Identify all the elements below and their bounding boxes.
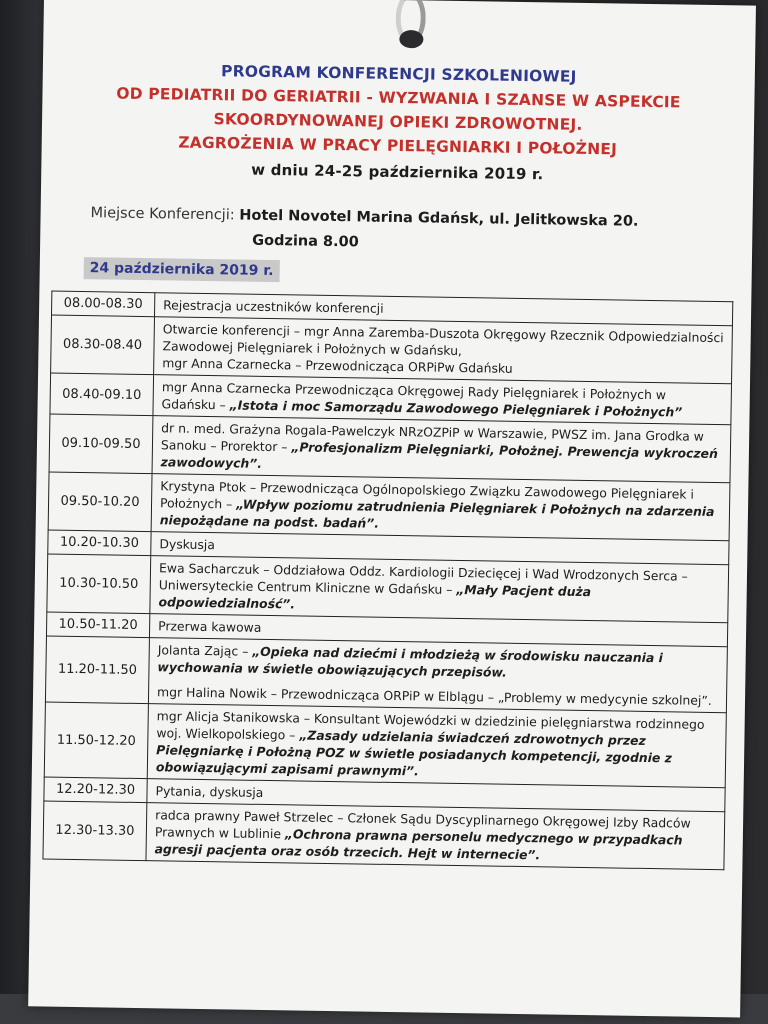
table-row [49, 414, 731, 483]
conference-title-line-3: ZAGROŻENIA W PRACY PIELĘGNIARKI I POŁOŻNEJ [178, 133, 618, 159]
session-cell [150, 556, 729, 623]
program-title: PROGRAM KONFERENCJI SZKOLENIOWEJ [220, 62, 577, 86]
lecture-title: „Opieka nad dziećmi i młodzieżą w środowisku nauczania i wychowania w świetle obowiązujących przepisów. [157, 643, 663, 680]
session-text: Jolanta Zając – [157, 642, 253, 659]
session-text: Rejestracja uczestników konferencji [163, 297, 384, 316]
time-cell: 11.50-12.20 [44, 702, 148, 779]
time-cell: 08.00-08.30 [52, 291, 155, 317]
session-cell [146, 803, 725, 870]
time-cell: 09.10-09.50 [49, 414, 153, 474]
lecture-title: „Wpływ poziomu zatrudnienia Pielęgniarek i Położnych na zdarzenia niepożądane na podst. badań”. [159, 496, 715, 531]
program-header [41, 56, 755, 189]
session-text: Ewa Sacharczuk – Oddziałowa Oddz. Kardiologii Dziecięcej i Wad Wrodzonych Serca – Uniwersyteckie Centrum Kliniczne w Gdańsku – [158, 560, 688, 597]
start-hour: Godzina 8.00 [252, 232, 359, 251]
lecture-title: „Mały Pacjent duża odpowiedzialność”. [158, 581, 592, 612]
table-row [45, 636, 727, 713]
session-cell [148, 638, 727, 713]
table-row [43, 801, 725, 870]
lecture-title: „Profesjonalizm Pielęgniarki, Położnej. Prewencja wykroczeń zawodowych”. [160, 439, 718, 471]
time-cell: 10.30-10.50 [47, 554, 151, 614]
session-cell [152, 416, 731, 483]
time-cell: 08.40-09.10 [50, 373, 154, 416]
session-text-secondary: mgr Halina Nowik – Przewodnicząca ORPiP w Elblągu – „Problemy w medycynie szkolnej”. [156, 684, 712, 708]
time-cell: 11.20-11.50 [45, 636, 149, 704]
lecture-title: „Istota i moc Samorządu Zawodowego Pielęgniarek i Położnych” [229, 397, 683, 420]
conference-date: w dniu 24-25 października 2019 r. [251, 160, 544, 184]
session-cell [147, 704, 726, 788]
program-sheet [28, 0, 756, 1017]
venue-line [90, 205, 638, 230]
session-text: Pytania, dyskusja [155, 783, 264, 800]
lecture-title: „Zasady udzielania świadczeń zdrowotnych przez Pielęgniarkę i Położną POZ w świetle posiadanych kompetencji, zgodnie z obowiązującymi zapisami prawnymi”. [155, 727, 672, 779]
venue-label: Miejsce Konferencji: [90, 205, 235, 224]
session-text: dr n. med. Grażyna Rogala-Pawelczyk NRzOZPiP w Warszawie, PWSZ im. Jana Grodka w Sanoku – Prorektor – [160, 420, 705, 455]
time-cell: 10.50-11.20 [46, 612, 149, 638]
conference-title-line-2: SKOORDYNOWANEJ OPIEKI ZDROWOTNEJ. [213, 110, 583, 134]
session-cell [154, 317, 733, 384]
time-cell: 12.20-12.30 [44, 777, 147, 803]
time-cell: 10.20-10.30 [48, 530, 151, 556]
session-text: mgr Alicja Stanikowska – Konsultant Wojewódzki w dziedzinie pielęgniarstwa rodzinnego woj. Wielkopolskiego – [156, 708, 705, 743]
session-text: mgr Anna Czarnecka Przewodnicząca Okręgowej Rady Pielęgniarek i Położnych w Gdańsku – [161, 379, 667, 413]
table-row [47, 554, 729, 623]
time-cell: 12.30-13.30 [43, 801, 147, 861]
session-text-secondary: mgr Anna Czarnecka – Przewodnicząca ORPiPw Gdańsku [162, 355, 513, 376]
table-row [48, 472, 730, 541]
day-badge: 24 października 2019 r. [84, 257, 280, 282]
schedule-table [42, 291, 733, 871]
time-cell: 09.50-10.20 [48, 472, 152, 532]
venue-value: Hotel Novotel Marina Gdańsk, ul. Jelitkowska 20. [239, 207, 639, 230]
session-text: radca prawny Paweł Strzelec – Członek Sądu Dyscyplinarnego Okręgowej Izby Radców Prawnych w Lublinie [154, 807, 691, 842]
session-text: Otwarcie konferencji – mgr Anna Zaremba-Duszota Okręgowy Rzecznik Odpowiedzialności Zawodowej Pielęgniarek i Położnych w Gdańsku, [162, 321, 724, 359]
table-row [44, 702, 726, 788]
session-cell [151, 474, 730, 541]
table-row [51, 315, 733, 384]
lecture-title: „Ochrona prawna personelu medycznego w przypadkach agresji pacjenta oraz osób trzecich. Hejt w internecie”. [154, 826, 683, 863]
session-text: Krystyna Ptok – Przewodnicząca Ogólnopolskiego Związku Zawodowego Pielęgniarek i Położnych – [159, 478, 695, 512]
session-text: Dyskusja [159, 536, 216, 553]
session-text: Przerwa kawowa [158, 618, 262, 635]
conference-title-line-1: OD PEDIATRII DO GERIATRII - WYZWANIA I SZANSE W ASPEKCIE [116, 84, 681, 112]
time-cell: 08.30-08.40 [51, 315, 155, 375]
punch-hole [399, 30, 423, 48]
